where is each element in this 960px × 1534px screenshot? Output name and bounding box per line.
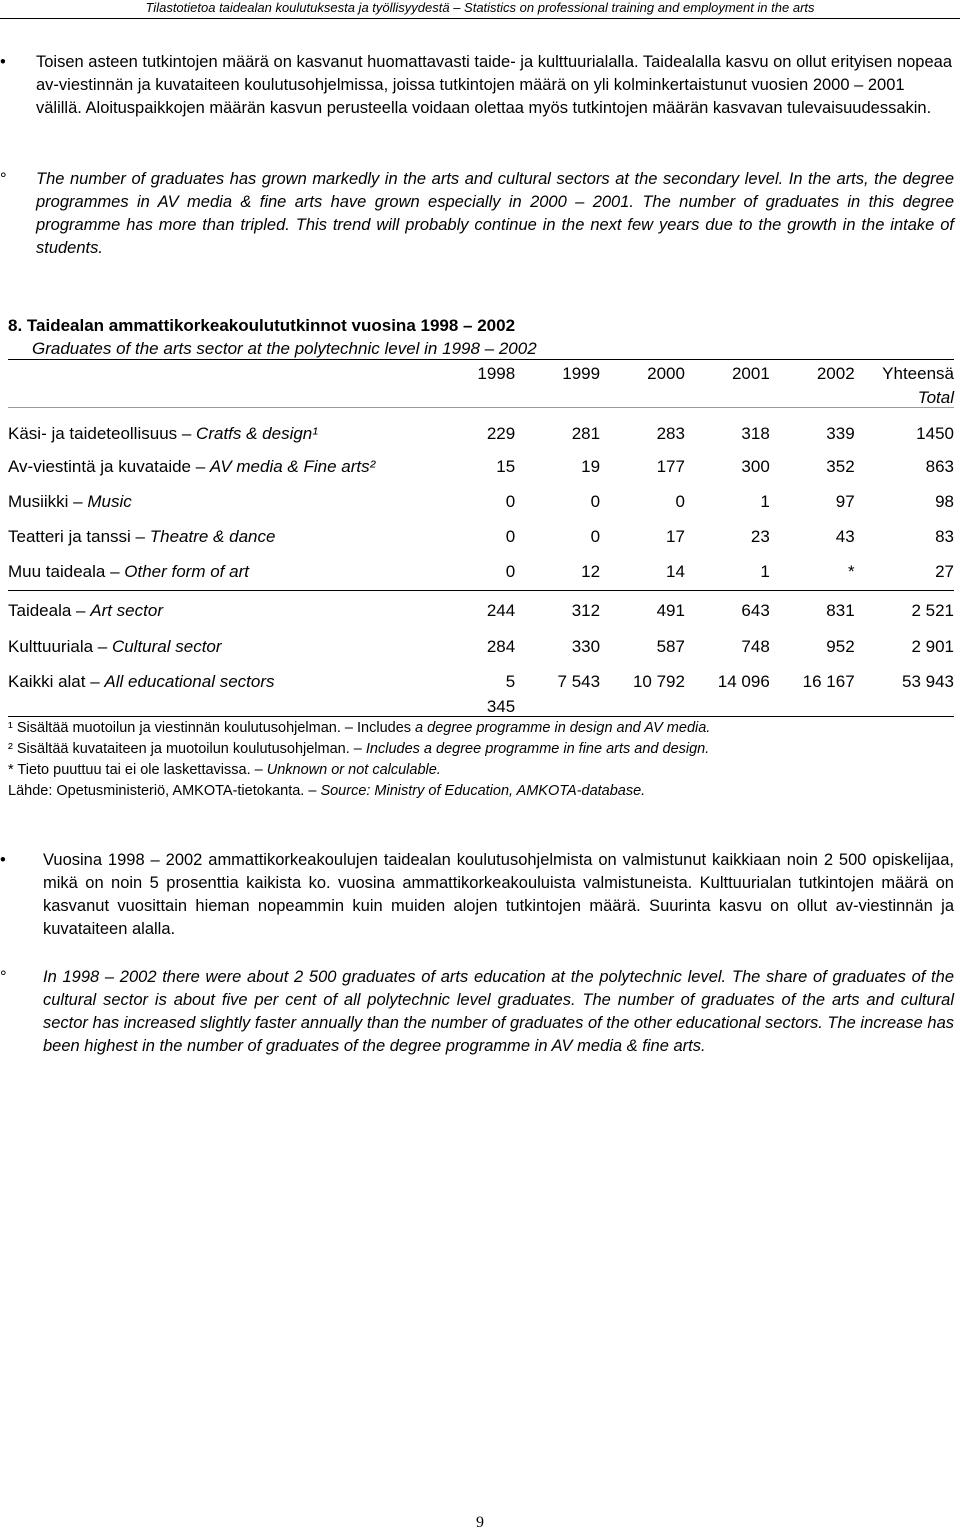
table-cell <box>685 481 770 516</box>
cell-blank <box>8 696 430 718</box>
table-cell <box>515 586 600 626</box>
running-header <box>0 0 960 19</box>
table-cell <box>770 446 855 481</box>
table-cell <box>430 661 515 696</box>
running-header-title: Tilastotietoa taidealan koulutuksesta ja työllisyydestä – Statistics on professional training and employment in the arts <box>145 0 815 15</box>
table-cell <box>515 516 600 551</box>
cell-value: 352 <box>826 457 855 476</box>
row-label <box>8 551 430 586</box>
row-label-fi: Käsi- ja taideteollisuus – <box>8 424 197 443</box>
table-cell <box>770 481 855 516</box>
cell-value: 748 <box>741 637 770 656</box>
cell-blank <box>685 696 770 718</box>
table-header-rule <box>8 407 954 408</box>
footnote-line <box>8 760 710 781</box>
row-label-en: All educational sectors <box>104 672 275 691</box>
table-cell <box>855 551 954 586</box>
table-row <box>8 481 954 516</box>
table-bottom-rule <box>8 716 954 717</box>
cell-value: 10 792 <box>632 672 685 691</box>
footnote-en: a degree programme in design and AV media. <box>415 720 711 736</box>
row-label <box>8 626 430 661</box>
column-header: 2002 <box>816 364 855 383</box>
outro-bullet-en <box>0 966 954 1058</box>
bullet-marker: ° <box>0 170 7 188</box>
cell-blank <box>770 696 855 718</box>
cell-value: 318 <box>741 424 770 443</box>
intro-bullet-en <box>0 168 954 260</box>
cell-value: 312 <box>571 601 601 620</box>
footnote-en: Source: Ministry of Education, AMKOTA-database. <box>320 783 646 799</box>
cell-value: 643 <box>741 601 770 620</box>
row-label-fi: Musiikki – <box>8 492 88 511</box>
cell-value: 0 <box>505 527 516 546</box>
footnote-line <box>8 739 710 760</box>
cell-value: 863 <box>925 457 954 476</box>
table-cell <box>600 411 685 446</box>
table-footnotes <box>8 718 710 802</box>
cell-value: 14 <box>666 562 685 581</box>
cell-value: 339 <box>826 424 855 443</box>
cell-value: 831 <box>826 601 855 620</box>
cell-value-wrap: 345 <box>486 697 516 716</box>
table-cell <box>600 586 685 626</box>
row-label-en: Cratfs & design¹ <box>196 424 318 443</box>
cell-value: 12 <box>581 562 601 581</box>
table-cell <box>600 516 685 551</box>
cell-value: 0 <box>590 492 601 511</box>
cell-value: 491 <box>656 601 685 620</box>
graduates-table <box>8 361 954 718</box>
row-label <box>8 481 430 516</box>
footnote-line <box>8 781 710 802</box>
bullet-marker: • <box>0 851 6 869</box>
cell-value: 15 <box>496 457 516 476</box>
cell-value: 281 <box>571 424 601 443</box>
header-blank <box>8 361 430 387</box>
cell-value: 283 <box>656 424 685 443</box>
cell-value: 2 901 <box>911 637 954 656</box>
table-cell <box>515 626 600 661</box>
page-number: 9 <box>476 1514 484 1531</box>
row-label <box>8 661 430 696</box>
bullet-marker: • <box>0 53 6 71</box>
table-cell <box>855 481 954 516</box>
cell-value: 7 543 <box>557 672 601 691</box>
table-cell <box>430 586 515 626</box>
footnote-en: Includes a degree programme in fine arts and design. <box>365 741 710 757</box>
table-row-wrap <box>8 696 954 718</box>
table-cell <box>600 481 685 516</box>
cell-value: * <box>848 562 855 581</box>
cell-value: 0 <box>590 527 601 546</box>
intro-bullet-fi-text: Toisen asteen tutkintojen määrä on kasvanut huomattavasti taide- ja kulttuurialalla. Taidealalla kasvu on ollut erityisen nopeaa av-viestinnän ja kuvataiteen koulutusohjelmissa, joissa tutkintojen määrä on yli kolminkertaistunut vuosien 2000 – 2001 välillä. Aloituspaikkojen määrän kasvun perusteella voidaan olettaa myös tutkintojen määrän kasvavan tulevaisuudessakin. <box>36 53 952 117</box>
cell-value: 300 <box>741 457 770 476</box>
cell-value: 53 943 <box>902 672 954 691</box>
table-cell <box>855 626 954 661</box>
row-label-fi: Kaikki alat – <box>8 672 105 691</box>
table-cell <box>770 411 855 446</box>
table-row <box>8 446 954 481</box>
row-label-en: Music <box>87 492 132 511</box>
table-cell <box>685 411 770 446</box>
cell-value: 244 <box>486 601 516 620</box>
table-cell <box>430 411 515 446</box>
footnote-fi: ¹ Sisältää muotoilun ja viestinnän koulutusohjelman. – Includes <box>8 720 416 736</box>
cell-value: 952 <box>826 637 855 656</box>
table-cell <box>770 551 855 586</box>
cell-blank <box>600 696 685 718</box>
cell-blank <box>515 696 600 718</box>
row-label-fi: Kulttuuriala – <box>8 637 112 656</box>
table-cell <box>430 446 515 481</box>
cell-value: 19 <box>581 457 601 476</box>
row-label-en: Theatre & dance <box>149 527 276 546</box>
outro-bullet-fi <box>0 849 954 941</box>
table-cell <box>515 411 600 446</box>
table-cell <box>685 586 770 626</box>
table-cell <box>855 446 954 481</box>
cell-value: 14 096 <box>717 672 770 691</box>
footnote-fi: ² Sisältää kuvataiteen ja muotoilun koulutusohjelman. – <box>8 741 366 757</box>
table-cell <box>600 551 685 586</box>
bullet-marker: ° <box>0 968 7 986</box>
table-cell <box>770 626 855 661</box>
table-row <box>8 516 954 551</box>
row-label-en: AV media & Fine arts² <box>209 457 376 476</box>
cell-value: 2 521 <box>911 601 954 620</box>
cell-value: 43 <box>835 527 855 546</box>
cell-value: 229 <box>486 424 516 443</box>
cell-value: 177 <box>656 457 685 476</box>
intro-bullet-fi <box>0 51 954 120</box>
cell-value: 1 <box>760 492 770 511</box>
table-cell <box>855 516 954 551</box>
cell-value: 17 <box>666 527 685 546</box>
table-cell <box>685 626 770 661</box>
row-label <box>8 516 430 551</box>
footnote-line <box>8 718 710 739</box>
column-header: Yhteensä <box>882 364 954 383</box>
table-cell <box>515 661 600 696</box>
table-cell <box>600 446 685 481</box>
cell-value: 98 <box>935 492 954 511</box>
row-label-fi: Taideala – <box>8 601 91 620</box>
cell-blank <box>855 696 954 718</box>
footnote-fi: Lähde: Opetusministeriö, AMKOTA-tietokanta. – <box>8 783 321 799</box>
row-label-en: Other form of art <box>124 562 249 581</box>
outro-bullet-en-text: In 1998 – 2002 there were about 2 500 graduates of arts education at the polytechnic level. The share of graduates of the cultural sector is about five per cent of all polytechnic level graduates. The number of graduates of the arts and cultural sector has increased slightly faster annually than the number of graduates of the other educational sectors. The increase has been highest in the number of graduates of the degree programme in AV media & fine arts. <box>43 968 954 1055</box>
table-cell <box>855 411 954 446</box>
cell-value: 0 <box>675 492 685 511</box>
table-cell <box>855 586 954 626</box>
column-header: 1998 <box>477 364 516 383</box>
table-row <box>8 586 954 626</box>
table-cell <box>600 626 685 661</box>
cell-value: 27 <box>935 562 954 581</box>
row-label-fi: Muu taideala – <box>8 562 125 581</box>
row-label <box>8 411 430 446</box>
cell-value: 587 <box>656 637 685 656</box>
table-cell <box>685 661 770 696</box>
column-header: 1999 <box>562 364 601 383</box>
table-cell <box>430 626 515 661</box>
table-row <box>8 551 954 586</box>
table-cell <box>430 481 515 516</box>
cell-value: 1450 <box>916 424 954 443</box>
intro-bullet-en-text: The number of graduates has grown markedly in the arts and cultural sectors at the secondary level. In the arts, the degree programmes in AV media & fine arts have grown especially in 2000 – 2001. The number of graduates in this degree programme has more than tripled. This trend will probably continue in the next few years due to the growth in the intake of students. <box>36 170 954 257</box>
table-row <box>8 411 954 446</box>
table-row <box>8 661 954 696</box>
table-cell <box>600 661 685 696</box>
cell-value: 284 <box>486 637 516 656</box>
table-cell <box>770 586 855 626</box>
table-cell <box>515 481 600 516</box>
row-label-fi: Teatteri ja tanssi – <box>8 527 150 546</box>
cell-value: 1 <box>760 562 770 581</box>
table-cell <box>685 551 770 586</box>
footnote-fi: * Tieto puuttuu tai ei ole laskettavissa. – <box>8 762 267 778</box>
cell-value: 97 <box>835 492 855 511</box>
column-header: 2000 <box>647 364 685 383</box>
table-cell <box>685 446 770 481</box>
table-cell <box>515 446 600 481</box>
cell-value: 16 167 <box>802 672 855 691</box>
cell-value: 83 <box>935 527 954 546</box>
cell-value: 0 <box>505 562 516 581</box>
cell-value: 23 <box>750 527 770 546</box>
table-row <box>8 626 954 661</box>
cell-value: 330 <box>571 637 601 656</box>
table-cell <box>515 551 600 586</box>
outro-bullet-fi-text: Vuosina 1998 – 2002 ammattikorkeakoulujen taidealan koulutusohjelmista on valmistunut kaikkiaan noin 2 500 opiskelijaa, mikä on noin 5 prosenttia kaikista ko. vuosina ammattikorkeakouluista valmistuneista. Kulttuurialan tutkintojen määrä on kasvanut vuosittain hieman nopeammin kuin muiden alojen tutkintojen määrä. Suurinta kasvu on ollut av-viestinnän ja kuvataiteen alalla. <box>43 851 954 938</box>
table-subtitle: Graduates of the arts sector at the polytechnic level in 1998 – 2002 <box>32 339 537 358</box>
row-label-fi: Av-viestintä ja kuvataide – <box>8 457 210 476</box>
footnote-en: Unknown or not calculable. <box>266 762 441 778</box>
row-label-en: Art sector <box>90 601 163 620</box>
row-label <box>8 586 430 626</box>
table-cell <box>685 516 770 551</box>
table-title: 8. Taidealan ammattikorkeakoulututkinnot vuosina 1998 – 2002 <box>8 316 516 335</box>
table-cell <box>430 516 515 551</box>
table-mid-rule <box>8 590 954 591</box>
row-label-en: Cultural sector <box>111 637 222 656</box>
table-top-rule <box>8 359 954 360</box>
column-header: 2001 <box>731 364 770 383</box>
column-header-total-en: Total <box>917 388 954 407</box>
table-cell <box>770 661 855 696</box>
cell-value: 0 <box>505 492 516 511</box>
table-cell <box>430 551 515 586</box>
table-cell <box>855 661 954 696</box>
table-cell <box>770 516 855 551</box>
table-header-row <box>8 361 954 387</box>
cell-value: 5 <box>505 672 516 691</box>
row-label <box>8 446 430 481</box>
